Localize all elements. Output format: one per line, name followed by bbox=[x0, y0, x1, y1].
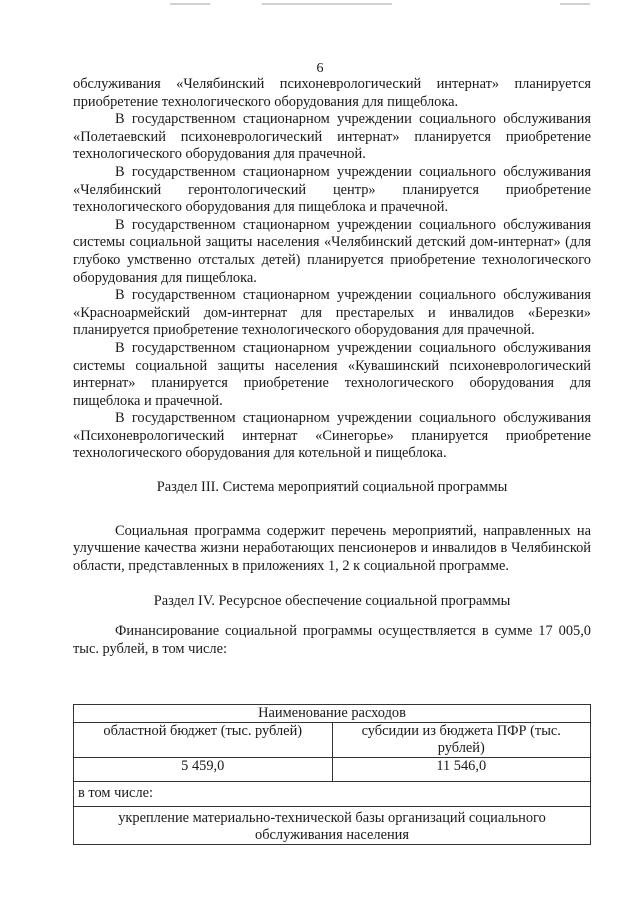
paragraph: В государственном стационарном учреждении социального обслуживания «Психоневрологический интернат «Синегорье» планируется приобретение технологического оборудования для котельной и пищеблока. bbox=[73, 410, 591, 462]
table-row-including: в том числе: bbox=[74, 782, 591, 807]
paragraph: В государственном стационарном учреждении социального обслуживания «Челябинский геронтологический центр» планируется приобретение технологического оборудования для пищеблока и прачечной. bbox=[73, 163, 591, 216]
scan-artifact bbox=[262, 3, 392, 5]
page-number: 6 bbox=[316, 61, 324, 76]
paragraph: В государственном стационарном учреждении социального обслуживания системы социальной защиты населения «Челябинский детский дом-интернат» (для глубоко умственно отсталых детей) планируется приобретение технологического оборудования для пищеблока. bbox=[73, 216, 591, 286]
paragraph: В государственном стационарном учреждении социального обслуживания системы социальной защиты населения «Кувашинский психоневрологический интернат» планируется приобретение технологического оборудования для пищеблока и прачечной. bbox=[73, 339, 591, 409]
document-body bbox=[73, 76, 591, 658]
paragraph: В государственном стационарном учреждении социального обслуживания «Красноармейский дом-интернат для престарелых и инвалидов «Березки» планируется приобретение технологического оборудования для прачечной. bbox=[73, 287, 591, 339]
scan-artifact bbox=[560, 3, 590, 5]
column-header-regional-budget: областной бюджет (тыс. рублей) bbox=[74, 723, 333, 758]
scan-artifact bbox=[170, 3, 210, 5]
section-3-text: Социальная программа содержит перечень мероприятий, направленных на улучшение качества жизни неработающих пенсионеров и инвалидов в Челябинской области, представленных в приложениях 1, 2 к социальной программе. bbox=[73, 522, 591, 574]
column-header-pfr-subsidy: субсидии из бюджета ПФР (тыс. рублей) bbox=[332, 723, 591, 758]
value-regional-budget: 5 459,0 bbox=[74, 758, 333, 782]
table-row-item: укрепление материально-технической базы организаций социального обслуживания населения bbox=[74, 807, 591, 845]
section-heading-4: Раздел IV. Ресурсное обеспечение социальной программы bbox=[153, 593, 511, 610]
expenses-table bbox=[73, 704, 591, 845]
paragraph: В государственном стационарном учреждении социального обслуживания «Полетаевский психоневрологический интернат» планируется приобретение технологического оборудования для прачечной. bbox=[73, 111, 591, 163]
paragraph-continuation: обслуживания «Челябинский психоневрологический интернат» планируется приобретение технологического оборудования для пищеблока. bbox=[73, 76, 591, 110]
value-pfr-subsidy: 11 546,0 bbox=[332, 758, 591, 782]
section-heading-3: Раздел III. Система мероприятий социальной программы bbox=[156, 479, 508, 496]
table-header: Наименование расходов bbox=[74, 705, 591, 723]
section-4-text: Финансирование социальной программы осуществляется в сумме 17 005,0 тыс. рублей, в том числе: bbox=[73, 623, 591, 657]
